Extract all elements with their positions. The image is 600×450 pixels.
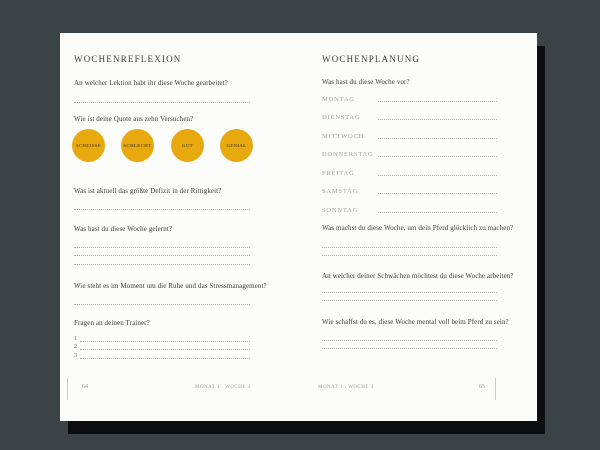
question-schwaechen: An welcher deiner Schwächen möchtest du diese Woche arbeiten? (322, 272, 514, 280)
day-row-donnerstag (322, 151, 497, 159)
day-label: MITTWOCH (322, 133, 365, 140)
page-number-left: 64 (82, 384, 88, 390)
answer-line (322, 300, 497, 301)
book-spread (60, 33, 537, 421)
question-trainer: Fragen an deinen Trainer? (74, 319, 150, 327)
answer-line (378, 138, 497, 139)
line-number: 3 (74, 353, 77, 359)
day-label: DIENSTAG (322, 114, 361, 121)
question-defizit: Was ist aktuell das größte Defizit in der Rittigkeit? (74, 187, 222, 195)
rating-circle-gut (171, 129, 204, 162)
day-label: FREITAG (322, 170, 355, 177)
rating-label: GENIAL (226, 143, 247, 148)
answer-line (74, 304, 250, 305)
answer-line (74, 102, 250, 103)
answer-line (322, 348, 497, 349)
answer-line (74, 255, 250, 256)
question-vorhaben: Was hast du diese Woche vor? (322, 78, 410, 86)
footer-section-label-right: MONAT 1 . WOCHE 4 (318, 385, 374, 390)
day-row-freitag (322, 170, 497, 178)
trainer-line-3 (74, 353, 250, 360)
trainer-line-1 (74, 336, 250, 343)
answer-line (322, 247, 497, 248)
rating-label: SCHLECHT (123, 143, 152, 148)
answer-line (80, 358, 250, 359)
answer-line (74, 264, 250, 265)
answer-line (378, 156, 497, 157)
line-number: 2 (74, 344, 77, 350)
page-title-planung: WOCHENPLANUNG (322, 54, 421, 64)
rating-circle-schlecht (121, 129, 154, 162)
answer-line (378, 175, 497, 176)
day-label: MONTAG (322, 96, 355, 103)
day-label: SAMSTAG (322, 188, 359, 195)
answer-line (80, 349, 250, 350)
answer-line (378, 193, 497, 194)
page-number-right: 65 (479, 384, 485, 390)
question-gluecklich: Was machst du diese Woche, um dein Pferd glücklich zu machen? (322, 224, 514, 232)
answer-line (322, 292, 497, 293)
footer-rule-right (495, 378, 496, 400)
answer-line (378, 212, 497, 213)
answer-line (322, 255, 497, 256)
day-label: DONNERSTAG (322, 151, 374, 158)
line-number: 1 (74, 336, 77, 342)
page-title-reflexion: WOCHENREFLEXION (74, 54, 182, 64)
day-label: SONNTAG (322, 207, 359, 214)
answer-line (378, 119, 497, 120)
question-quote: Wie ist deine Quote aus zehn Versuchen? (74, 115, 194, 123)
rating-circle-scheisse (72, 129, 105, 162)
question-ruhe: Wie steht es im Moment um die Ruhe und das Stressmanagement? (74, 282, 267, 290)
footer-section-label-left: MONAT 1 . WOCHE 3 (195, 385, 251, 390)
rating-label: GUT (182, 143, 193, 148)
footer-rule-left (67, 378, 68, 400)
answer-line (74, 209, 250, 210)
question-gelernt: Was hast du diese Woche gelernt? (74, 225, 173, 233)
answer-line (378, 101, 497, 102)
trainer-line-2 (74, 344, 250, 351)
day-row-samstag (322, 188, 497, 196)
question-mental: Wie schaffst du es, diese Woche mental voll beim Pferd zu sein? (322, 318, 509, 326)
rating-label: SCHEISSE (75, 143, 102, 148)
answer-line (74, 247, 250, 248)
rating-circle-genial (220, 129, 253, 162)
day-row-mittwoch (322, 133, 497, 141)
question-lektion: An welcher Lektion habt ihr diese Woche gearbeitet? (74, 79, 228, 87)
day-row-dienstag (322, 114, 497, 122)
day-row-sonntag (322, 207, 497, 215)
answer-line (80, 341, 250, 342)
day-row-montag (322, 96, 497, 104)
answer-line (322, 340, 497, 341)
